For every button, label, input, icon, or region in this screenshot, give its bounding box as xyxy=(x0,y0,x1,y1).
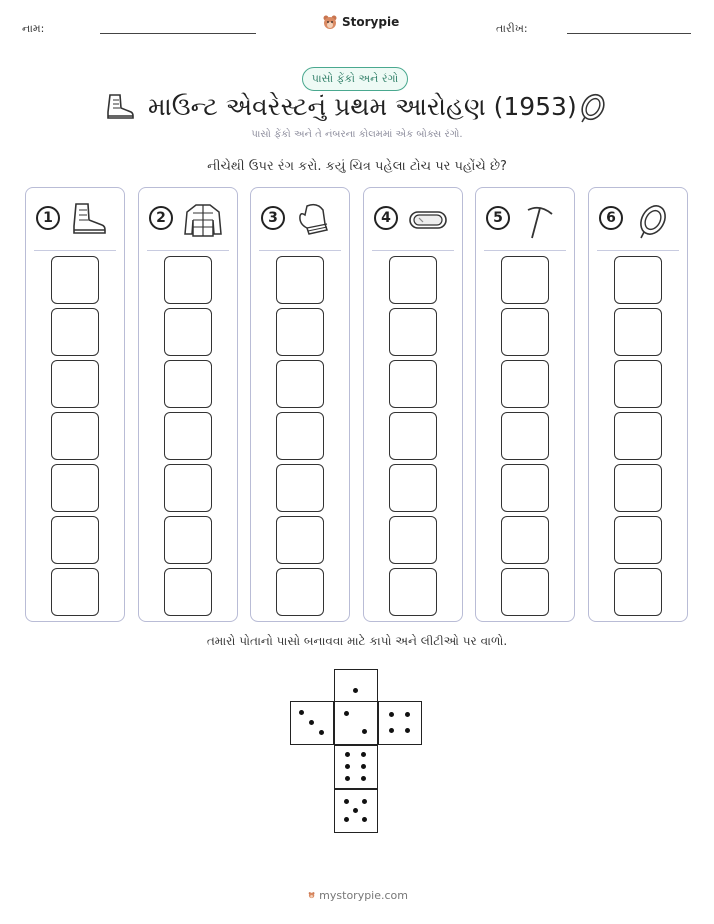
color-box[interactable] xyxy=(501,568,549,616)
column-number: 5 xyxy=(486,206,510,230)
column-divider xyxy=(259,250,341,251)
column-number: 4 xyxy=(374,206,398,230)
column-5 xyxy=(475,187,575,622)
column-2 xyxy=(138,187,238,622)
color-box[interactable] xyxy=(389,256,437,304)
color-box[interactable] xyxy=(276,256,324,304)
dice-pip xyxy=(361,764,366,769)
bear-icon xyxy=(308,888,315,902)
mitten-icon xyxy=(293,200,337,240)
footer-url: mystorypie.com xyxy=(319,888,408,902)
date-label: તારીખ: xyxy=(496,22,528,35)
column-header xyxy=(251,188,349,250)
dice-pip xyxy=(362,799,367,804)
goggles-icon xyxy=(406,200,450,240)
color-box[interactable] xyxy=(389,308,437,356)
column-3 xyxy=(250,187,350,622)
column-divider xyxy=(597,250,679,251)
subtitle: પાસો ફેંકો અને તે નંબરના કોલમમાં એક બોક્સ રંગો. xyxy=(251,129,463,140)
name-line[interactable] xyxy=(100,33,256,34)
dice-pip xyxy=(344,799,349,804)
activity-badge: પાસો ફેંકો અને રંગો xyxy=(302,67,408,91)
color-box[interactable] xyxy=(276,360,324,408)
color-box[interactable] xyxy=(51,568,99,616)
column-header xyxy=(476,188,574,250)
page-title: માઉન્ટ એવરેસ્ટનું પ્રથમ આરોહણ (1953) xyxy=(148,92,577,121)
dice-pip xyxy=(309,720,314,725)
column-number: 3 xyxy=(261,206,285,230)
dice-pip xyxy=(361,752,366,757)
color-box[interactable] xyxy=(276,464,324,512)
rope-icon xyxy=(578,90,608,124)
color-box[interactable] xyxy=(501,308,549,356)
rope-icon xyxy=(631,200,675,240)
color-box[interactable] xyxy=(501,360,549,408)
boot-icon xyxy=(104,92,136,122)
column-divider xyxy=(147,250,229,251)
column-number: 6 xyxy=(599,206,623,230)
column-divider xyxy=(372,250,454,251)
color-box[interactable] xyxy=(501,256,549,304)
color-box[interactable] xyxy=(51,256,99,304)
date-line[interactable] xyxy=(567,33,691,34)
color-box[interactable] xyxy=(501,464,549,512)
color-box[interactable] xyxy=(614,568,662,616)
dice-pip xyxy=(389,728,394,733)
color-box[interactable] xyxy=(51,360,99,408)
column-divider xyxy=(484,250,566,251)
name-label: નામ: xyxy=(22,22,45,35)
dice-pip xyxy=(345,752,350,757)
color-box[interactable] xyxy=(389,464,437,512)
dice-face-5 xyxy=(334,789,378,833)
dice-pip xyxy=(362,729,367,734)
color-box[interactable] xyxy=(389,568,437,616)
storypie-logo xyxy=(322,12,402,32)
dice-pip xyxy=(405,712,410,717)
color-box[interactable] xyxy=(164,308,212,356)
dice-pip xyxy=(389,712,394,717)
question-text: નીચેથી ઉપર રંગ કરો. કયું ચિત્ર પહેલા ટોચ પર પહોંચે છે? xyxy=(207,159,507,174)
color-box[interactable] xyxy=(614,412,662,460)
cut-instruction: તમારો પોતાનો પાસો બનાવવા માટે કાપો અને લીટીઓ પર વાળો. xyxy=(206,634,508,648)
dice-pip xyxy=(299,710,304,715)
color-box[interactable] xyxy=(389,516,437,564)
color-box[interactable] xyxy=(389,412,437,460)
color-box[interactable] xyxy=(51,308,99,356)
column-header xyxy=(364,188,462,250)
color-box[interactable] xyxy=(614,516,662,564)
color-box[interactable] xyxy=(164,256,212,304)
logo-text: Storypie xyxy=(342,15,400,29)
column-header xyxy=(26,188,124,250)
color-box[interactable] xyxy=(614,308,662,356)
dice-face-3 xyxy=(290,701,334,745)
color-box[interactable] xyxy=(614,256,662,304)
color-box[interactable] xyxy=(614,360,662,408)
dice-pip xyxy=(361,776,366,781)
color-box[interactable] xyxy=(164,360,212,408)
dice-pip xyxy=(344,817,349,822)
dice-pip xyxy=(345,776,350,781)
color-box[interactable] xyxy=(276,568,324,616)
boot-icon xyxy=(68,200,112,240)
color-box[interactable] xyxy=(389,360,437,408)
color-box[interactable] xyxy=(501,412,549,460)
dice-face-2 xyxy=(334,701,378,745)
column-1 xyxy=(25,187,125,622)
color-box[interactable] xyxy=(51,464,99,512)
color-box[interactable] xyxy=(276,412,324,460)
footer xyxy=(308,885,408,905)
color-box[interactable] xyxy=(51,412,99,460)
column-header xyxy=(139,188,237,250)
color-box[interactable] xyxy=(164,568,212,616)
dice-pip xyxy=(353,808,358,813)
color-box[interactable] xyxy=(501,516,549,564)
column-4 xyxy=(363,187,463,622)
column-header xyxy=(589,188,687,250)
color-box[interactable] xyxy=(164,516,212,564)
dice-pip xyxy=(319,730,324,735)
dice-pip xyxy=(362,817,367,822)
color-box[interactable] xyxy=(614,464,662,512)
dice-pip xyxy=(353,688,358,693)
bear-icon xyxy=(322,14,338,30)
dice-pip xyxy=(345,764,350,769)
column-number: 2 xyxy=(149,206,173,230)
dice-face-6 xyxy=(334,745,378,789)
color-box[interactable] xyxy=(276,308,324,356)
color-box[interactable] xyxy=(164,412,212,460)
dice-pip xyxy=(405,728,410,733)
column-number: 1 xyxy=(36,206,60,230)
column-6 xyxy=(588,187,688,622)
column-divider xyxy=(34,250,116,251)
ice-axe-icon xyxy=(518,200,562,240)
color-box[interactable] xyxy=(51,516,99,564)
color-box[interactable] xyxy=(276,516,324,564)
jacket-icon xyxy=(181,200,225,240)
dice-face-4 xyxy=(378,701,422,745)
dice-pip xyxy=(344,711,349,716)
color-box[interactable] xyxy=(164,464,212,512)
dice-net xyxy=(290,669,426,837)
